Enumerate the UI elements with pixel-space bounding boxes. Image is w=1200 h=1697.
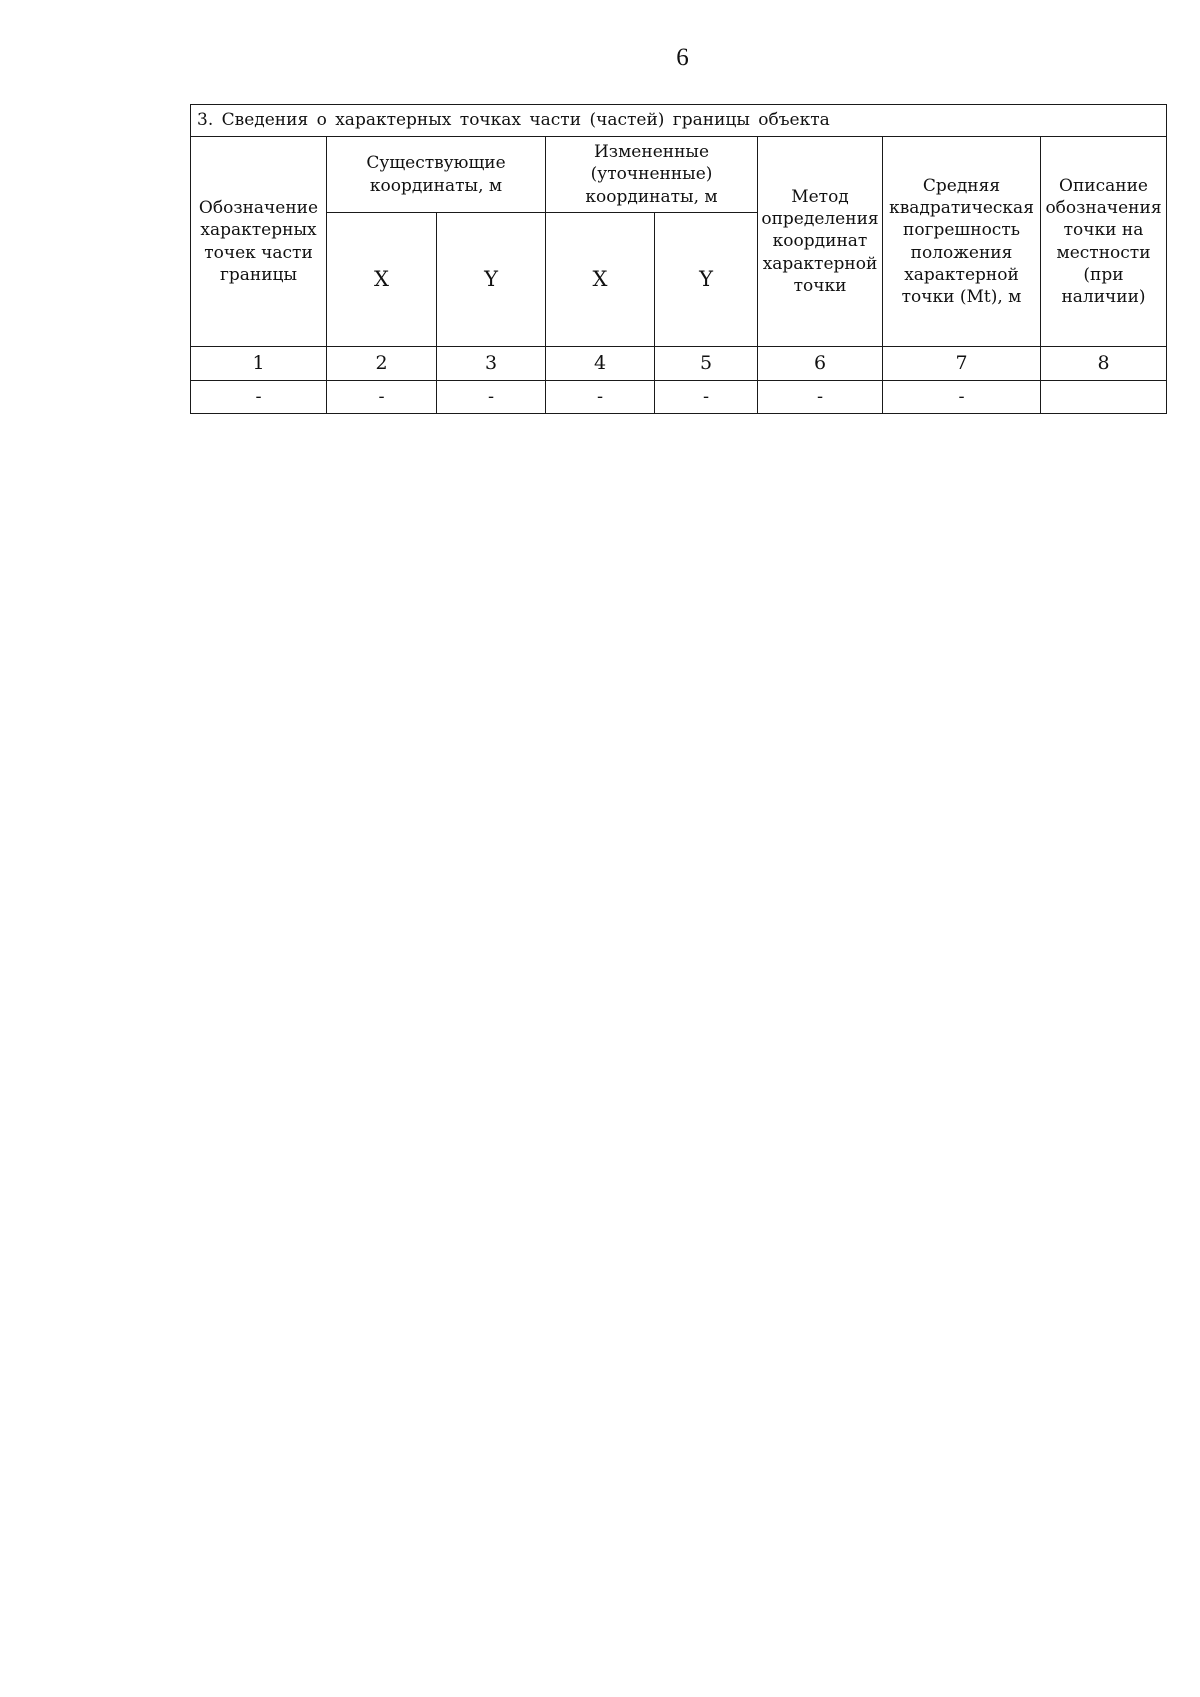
header-description: Описание обозначения точки на местности (при наличии) bbox=[1041, 137, 1167, 347]
table-cell: - bbox=[758, 381, 883, 414]
column-number: 1 bbox=[191, 347, 327, 381]
column-number: 5 bbox=[655, 347, 758, 381]
table-cell bbox=[1041, 381, 1167, 414]
header-x-changed: X bbox=[546, 213, 655, 347]
column-number: 3 bbox=[437, 347, 546, 381]
header-mean-error: Средняя квадратическая погрешность положения характерной точки (Mt), м bbox=[883, 137, 1041, 347]
column-number: 7 bbox=[883, 347, 1041, 381]
header-point-designation: Обозначение характерных точек части границы bbox=[191, 137, 327, 347]
header-y-changed: Y bbox=[655, 213, 758, 347]
table-cell: - bbox=[327, 381, 437, 414]
table-cell: - bbox=[437, 381, 546, 414]
header-method: Метод определения координат характерной точки bbox=[758, 137, 883, 347]
header-y-existing: Y bbox=[437, 213, 546, 347]
page-number: 6 bbox=[676, 44, 689, 71]
table-row bbox=[191, 381, 1167, 414]
header-existing-coordinates: Существующие координаты, м bbox=[327, 137, 546, 213]
header-changed-coordinates: Измененные (уточненные) координаты, м bbox=[546, 137, 758, 213]
table-cell: - bbox=[191, 381, 327, 414]
column-number: 2 bbox=[327, 347, 437, 381]
table-cell: - bbox=[655, 381, 758, 414]
section-title: 3. Сведения о характерных точках части (частей) границы объекта bbox=[191, 105, 1167, 137]
column-number: 6 bbox=[758, 347, 883, 381]
table-cell: - bbox=[883, 381, 1041, 414]
column-number-row bbox=[191, 347, 1167, 381]
header-x-existing: X bbox=[327, 213, 437, 347]
characteristic-points-table bbox=[190, 104, 1167, 414]
column-number: 4 bbox=[546, 347, 655, 381]
column-number: 8 bbox=[1041, 347, 1167, 381]
table-cell: - bbox=[546, 381, 655, 414]
